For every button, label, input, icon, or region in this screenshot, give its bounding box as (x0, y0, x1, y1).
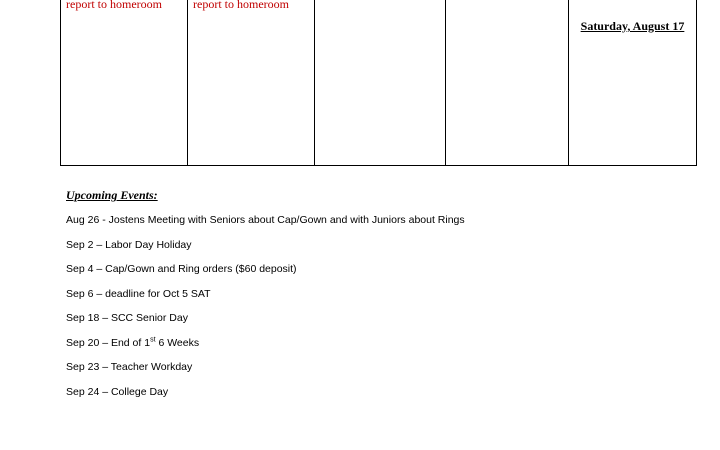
saturday-date: Saturday, August 17 (580, 19, 685, 33)
upcoming-events (66, 188, 706, 409)
note-line-2: report to homeroom (66, 0, 162, 11)
event-item: Sep 23 – Teacher Workday (66, 361, 193, 373)
homeroom-note (66, 0, 182, 11)
note-line-2: report to homeroom (193, 0, 289, 11)
event-item: Sep 6 – deadline for Oct 5 SAT (66, 287, 211, 300)
event-item: Sep 4 – Cap/Gown and Ring orders ($60 deposit) (66, 263, 297, 275)
event-item: Sep 18 – SCC Senior Day (66, 312, 188, 324)
event-text: Sep 20 – End of 1 (66, 336, 151, 349)
calendar-cell (61, 0, 188, 166)
calendar-row (61, 0, 697, 166)
calendar-cell (188, 0, 315, 166)
ordinal-suffix: st (150, 336, 156, 343)
event-item (66, 336, 706, 361)
event-item: Aug 26 - Jostens Meeting with Seniors about Cap/Gown and with Juniors about Rings (66, 214, 465, 226)
event-item: Sep 24 – College Day (66, 385, 169, 398)
calendar-table (60, 0, 697, 166)
calendar-cell (446, 0, 569, 166)
event-item: Sep 2 – Labor Day Holiday (66, 238, 192, 251)
homeroom-note (193, 0, 309, 11)
events-title: Upcoming Events: (66, 188, 158, 202)
calendar-cell (569, 0, 697, 166)
calendar-cell (315, 0, 446, 166)
event-text: 6 Weeks (155, 336, 200, 349)
